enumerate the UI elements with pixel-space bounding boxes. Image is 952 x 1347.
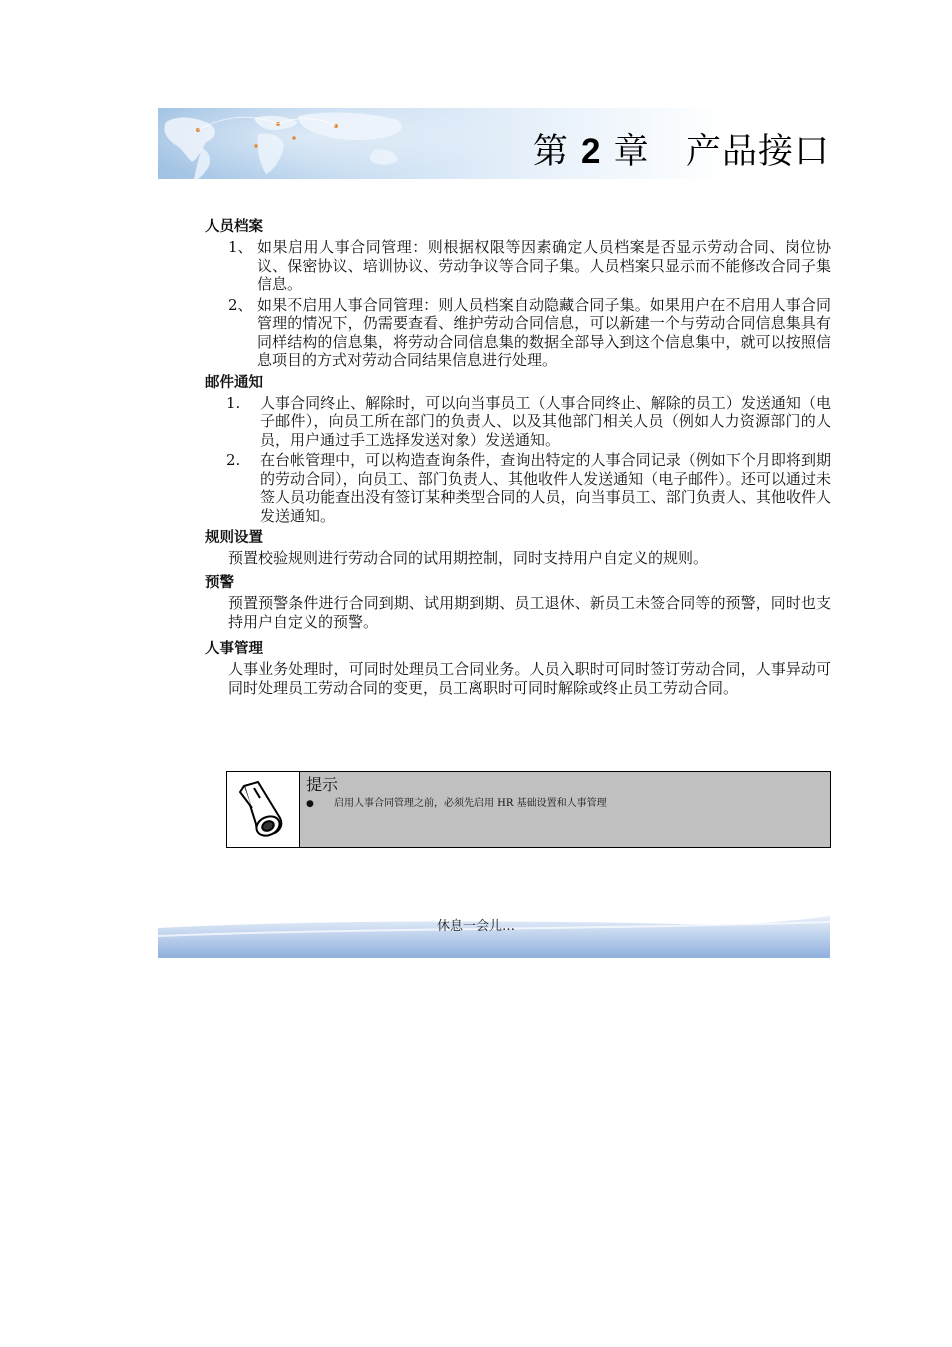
- list-item-number: 1、: [228, 238, 253, 256]
- list-item-text: 如果不启用人事合同管理：则人员档案自动隐藏合同子集。如果用户在不启用人事合同管理的情况下，仍需要查看、维护劳动合同信息，可以新建一个与劳动合同信息集具有同样结构的信息集，将劳动合同信息集的数据全部导入到这个信息集中，就可以按照信息项目的方式对劳动合同结果信息进行处理。: [257, 295, 831, 369]
- list-item-number: 1.: [226, 393, 241, 412]
- rules-paragraph: 预置校验规则进行劳动合同的试用期控制，同时支持用户自定义的规则。: [228, 549, 709, 567]
- megaphone-icon: [234, 778, 292, 842]
- tip-item: [306, 796, 607, 812]
- tip-text: 启用人事合同管理之前，必须先启用 HR 基础设置和人事管理: [334, 798, 607, 809]
- tip-icon-cell: [227, 772, 300, 847]
- list-item: [205, 296, 831, 370]
- tip-title: 提示: [306, 775, 339, 794]
- list-item: [205, 238, 831, 294]
- section-title-hr: 人事管理: [205, 641, 263, 657]
- chapter-suffix: 章: [613, 132, 650, 172]
- page-content: [205, 216, 831, 698]
- list-item-text: 如果启用人事合同管理：则根据权限等因素确定人员档案是否显示劳动合同、岗位协议、保密协议、培训协议、劳动争议等合同子集。人员档案只显示而不能修改合同子集信息。: [257, 238, 831, 293]
- chapter-prefix: 第: [532, 132, 569, 172]
- chapter-name: 产品接口: [685, 132, 830, 172]
- list-item-text: 在台帐管理中，可以构造查询条件，查询出特定的人事合同记录（例如下个月即将到期的劳动合同），向员工、部门负责人、其他收件人发送通知（电子邮件）。还可以通过未签人员功能查出没有签订某种类型合同的人员，向当事员工、部门负责人、其他收件人发送通知。: [260, 451, 831, 525]
- tip-box: [226, 771, 831, 848]
- footer-text: 休息一会儿…: [436, 919, 515, 934]
- archive-list: [205, 238, 831, 370]
- bullet-icon: ●: [306, 799, 314, 809]
- hr-paragraph: 人事业务处理时，可同时处理员工合同业务。人员入职时可同时签订劳动合同，人事异动可同时处理员工劳动合同的变更，员工离职时可同时解除或终止员工劳动合同。: [228, 660, 831, 697]
- chapter-header-banner: [158, 108, 830, 179]
- section-title-rules: 规则设置: [205, 530, 263, 546]
- section-title-archive: 人员档案: [205, 219, 263, 235]
- list-item-number: 2.: [226, 451, 241, 469]
- list-item: [205, 394, 831, 450]
- list-item-number: 2、: [228, 295, 253, 314]
- mail-list: [205, 394, 831, 526]
- list-item-text: 人事合同终止、解除时，可以向当事员工（人事合同终止、解除的员工）发送通知（电子邮件），向员工所在部门的负责人、以及其他部门相关人员（例如人力资源部门的人员，用户通过手工选择发送对象）发送通知。: [260, 393, 831, 449]
- world-map-graphic: [158, 108, 518, 179]
- section-title-warning: 预警: [205, 575, 234, 591]
- section-title-mail: 邮件通知: [205, 374, 263, 391]
- chapter-number: 2: [580, 132, 602, 171]
- warning-paragraph: 预置预警条件进行合同到期、试用期到期、员工退休、新员工未签合同等的预警，同时也支持用户自定义的预警。: [228, 594, 831, 631]
- list-item: [205, 451, 831, 525]
- tip-body: [300, 772, 613, 847]
- chapter-title: [533, 124, 830, 174]
